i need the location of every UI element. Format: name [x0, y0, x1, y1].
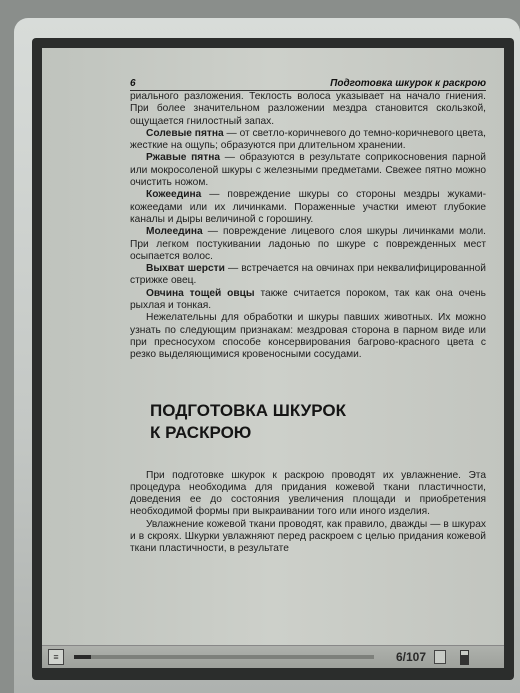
paragraph-term: Молеедина [146, 226, 203, 238]
paragraph-term: Ржавые пятна [146, 152, 221, 164]
paragraph-text: — повреждение шкуры со стороны мездры жуками-кожеедами или их личинками. Пораженные участки имеют глубокие каналы и дыры величиной с горошину. [130, 189, 486, 225]
paragraph: При подготовке шкурок к раскрою проводят их увлажнение. Эта процедура необходима для придания кожевой ткани пластичности, доведения ее до состояния увеличения площади и приобретения необходимой формы при выкраивании того или иного изделия. [130, 469, 486, 518]
section-title [150, 400, 486, 444]
paragraph [130, 263, 486, 288]
status-bar [42, 645, 504, 668]
paragraph [130, 312, 486, 361]
menu-icon[interactable]: ≡ [48, 649, 64, 665]
paragraph [130, 189, 486, 226]
paragraph-text: — образуются в результате соприкосновения парной или мокросоленой шкуры с железными предметами. Свежее пятно можно очистить ножом. [130, 152, 486, 189]
running-title: Подготовка шкурок к раскрою [330, 78, 486, 89]
paragraph [130, 152, 486, 189]
battery-icon [460, 650, 469, 665]
section-title-line: ПОДГОТОВКА ШКУРОК [150, 400, 346, 420]
section-title-line: К РАСКРОЮ [150, 422, 252, 442]
paragraph-term: Выхват шерсти [146, 263, 225, 275]
page-number: 6 [130, 78, 136, 89]
paragraph-text: — от светло-коричневого до темно-коричневого цвета, жесткие на ощупь; образуются при длительном хранении. [130, 127, 486, 152]
screen-bezel [32, 38, 514, 680]
paragraph [130, 128, 486, 153]
running-header [130, 78, 486, 91]
paragraph-text: — повреждение лицевого слоя шкуры личинками моли. При легком постукивании ладонью по шкуре с поврежденных мест осыпается волос. [130, 226, 486, 262]
reading-progress-bar[interactable] [74, 655, 374, 659]
paragraph-term: Солевые пятна [146, 127, 224, 139]
page-nav-icon[interactable] [434, 650, 446, 664]
ebook-reader [14, 18, 520, 693]
reading-progress-fill [74, 655, 91, 659]
paragraph [130, 288, 486, 313]
paragraph-text: также считается пороком, так как она очень рыхлая и тонкая. [130, 287, 486, 312]
page-content [130, 78, 486, 556]
paragraph-term: Кожеедина [146, 189, 202, 201]
paragraph-text: риального разложения. Теклость волоса указывает на начало гниения. При более значительном разложении мездра становится скользкой, ощущается гнилостный запах. [130, 91, 486, 127]
paragraph [130, 226, 486, 263]
page-counter: 6/107 [396, 650, 427, 664]
paragraph: Увлажнение кожевой ткани проводят, как правило, дважды — в шкурах и в скроях. Шкурки увлажняют перед раскроем с целью придания кожевой ткани пластичности, в результате [130, 518, 486, 555]
paragraph [130, 91, 486, 128]
eink-screen[interactable] [42, 48, 504, 668]
paragraph-text: Нежелательны для обработки и шкуры павших животных. Их можно узнать по следующим признакам: мездровая сторона в парном виде или при пресносухом способе консервирования багрово-красного цвета с резко выделяющимися кровеносными сосудами. [130, 312, 486, 361]
paragraph-term: Овчина тощей овцы [146, 287, 255, 299]
paragraph-text: — встречается на овчинах при неквалифицированной стрижке овец. [130, 263, 486, 287]
